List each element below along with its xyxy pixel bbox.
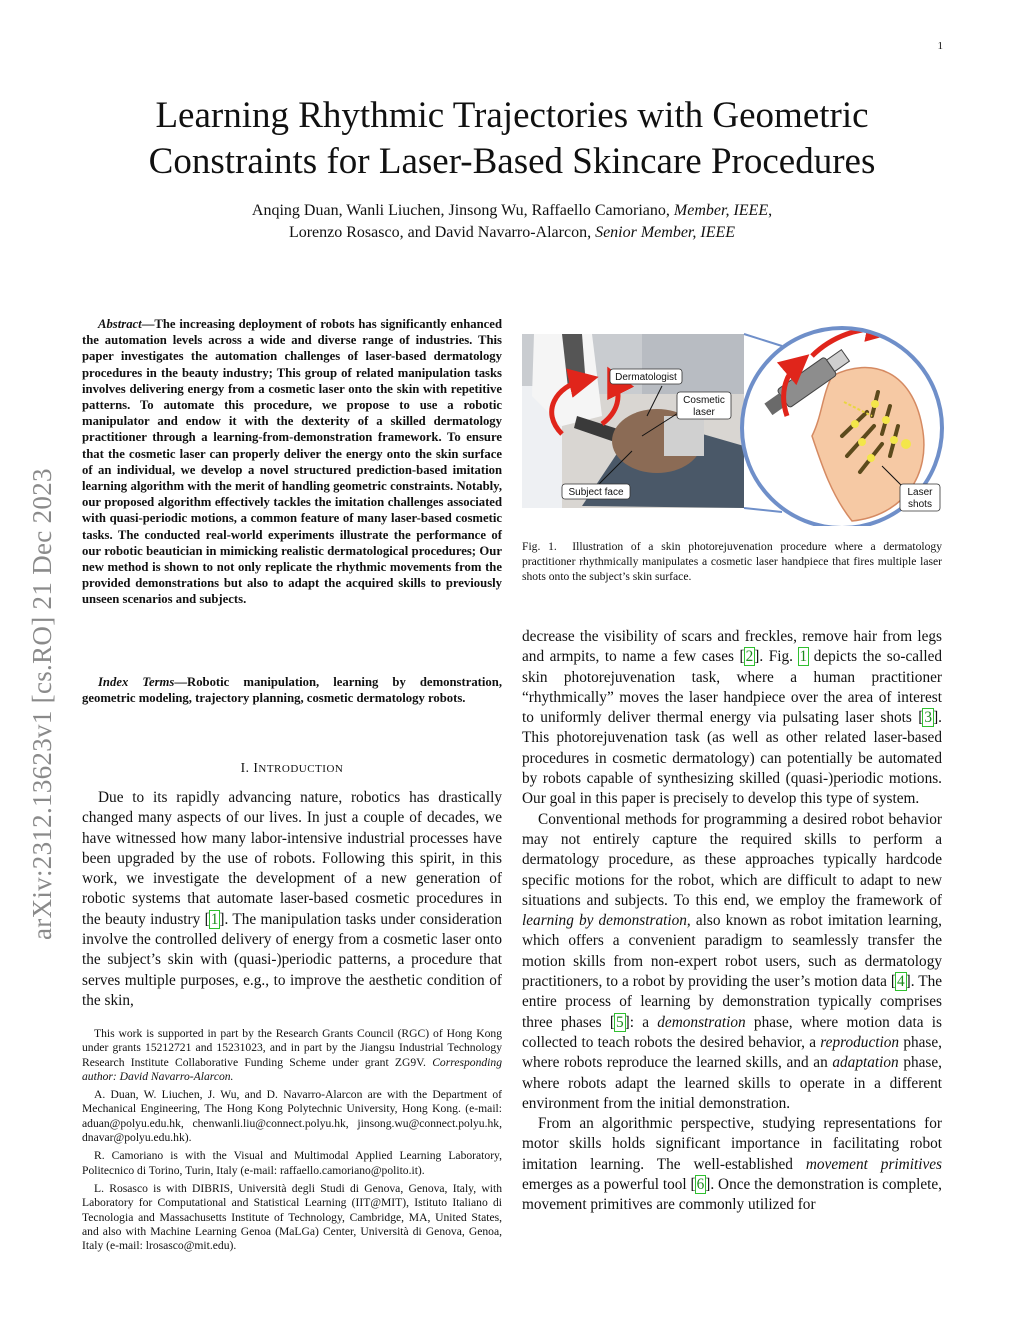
- author-list: [0, 200, 1024, 244]
- caption-text: Illustration of a skin photorejuvenation procedure where a dermatology practitioner rhythmically manipulates a cosmetic laser handpiece that fires multiple laser shots onto the subject’s skin surface.: [522, 540, 942, 583]
- citation-link[interactable]: 5: [615, 1013, 624, 1031]
- figure-reference-link[interactable]: 1: [799, 648, 808, 666]
- citation-link[interactable]: 1: [210, 910, 219, 928]
- p2-text-d: : a: [629, 1013, 658, 1031]
- citation-link[interactable]: 6: [696, 1176, 705, 1194]
- authors-line-1: [0, 200, 1024, 222]
- footnote-affiliation-genova: L. Rosasco is with DIBRIS, Università degli Studi di Genova, Genova, Italy, with Laboratory for Computational and Statistical Learning (IIT@MIT), Istituto Italiano di Tecnologia and Massachusetts Institute of Technology, Cambridge, MA, United States, and also with Machine Learning Genoa (MaLGa) Center, Università di Genova, Genoa, Italy (e-mail: lrosasco@mit.edu).: [82, 1181, 502, 1253]
- index-terms: [82, 674, 502, 706]
- intro-text-2: . The manipulation tasks under consideration involve the controlled delivery of energy from a cosmetic laser onto the subject’s skin with (quasi-)periodic patterns, a procedure that serves multiple purposes, e.g., to improve the aesthetic condition of the skin,: [82, 910, 502, 1009]
- authors-names-2: Lorenzo Rosasco, and David Navarro-Alarcon,: [288, 224, 592, 241]
- caption-label: Fig. 1.: [522, 540, 557, 553]
- index-terms-label: Index Terms: [98, 675, 175, 689]
- p1-text-a: decrease the visibility of scars and freckles, remove hair from legs and armpits, to name a few cases: [522, 628, 942, 666]
- authors-role-1: Member, IEEE: [673, 202, 769, 219]
- paragraph-algorithmic-perspective: From an algorithmic perspective, studying representations for motor skills holds significant importance in facilitating robot imitation learning. The well-established movement primitives emerges as a powerful tool [6]. Once the demonstration is complete, movement primitives are commonly utilized for: [522, 1115, 942, 1214]
- p3-italic-movement-primitives: movement primitives: [805, 1155, 942, 1173]
- p1-text-b: . Fig.: [759, 648, 799, 666]
- zoom-connector-top: [744, 334, 782, 346]
- p2-text-a: Conventional methods for programming a desired robot behavior may not entirely capture the required skills to perform a dermatology procedure, as these approaches typically hardcode specific motions for the robot, which are difficult to adapt to new situations and subjects. To this end, we employ the framework of: [522, 810, 942, 909]
- abstract: [82, 316, 502, 608]
- photo-panel: [522, 334, 744, 508]
- footnotes: [82, 1027, 502, 1257]
- label-laser: laser: [693, 407, 715, 418]
- citation-link[interactable]: 4: [897, 973, 905, 991]
- footnote-affiliation-polito: R. Camoriano is with the Visual and Multimodal Applied Learning Laboratory, Politecnico di Torino, Turin, Italy (e-mail: raffaello.camoriano@polito.it).: [82, 1149, 502, 1177]
- p2-italic-lbd: learning by demonstration: [522, 912, 687, 930]
- abstract-label: Abstract: [98, 317, 142, 331]
- p1-text-c: depicts the so-called skin photorejuvenation task, where a human practitioner “rhythmically” moves the laser handpiece over the area of interest to uniformly deliver thermal energy via pulsating laser shots: [522, 648, 943, 727]
- p2-text-e: phase, where motion data is collected to teach robots the desired behavior, a: [522, 1013, 942, 1051]
- paragraph-conventional-methods: Conventional methods for programming a desired robot behavior may not entirely capture the required skills to perform a dermatology procedure, as these approaches typically hardcode specific motions for the robot, which are difficult to adapt to new situations and subjects. To this end, we employ the framework of learning by demonstration, also known as robot imitation learning, which offers a convenient paradigm to seamlessly transfer the motion skills from non-expert robot users, such as dermatology practitioners, to a robot by providing the user’s motion data [4]. The entire process of learning by demonstration typically comprises three phases [5]: a demonstration phase, where motion data is collected to teach robots the desired behavior, a reproduction phase, where robots reproduce the learned skills, and an adaptation phase, where robots adapt the learned skills to operate in a different environment from the initial demonstration.: [522, 810, 943, 1112]
- label-subject-face: Subject face: [568, 487, 624, 498]
- citation-link[interactable]: 3: [924, 709, 933, 727]
- p2-italic-demonstration: demonstration: [657, 1013, 746, 1031]
- label-laser-shots-2: shots: [908, 499, 932, 510]
- right-column-body: [522, 627, 942, 1216]
- section-number: I.: [240, 760, 250, 775]
- footnote-corresponding-author: Corresponding author: David Navarro-Alarcon.: [82, 1055, 502, 1083]
- figure-1-illustration: [522, 316, 946, 526]
- authors-end-1: ,: [768, 202, 773, 219]
- footnote-affiliation-polyu: A. Duan, W. Liuchen, J. Wu, and D. Navarro-Alarcon are with the Department of Mechanical Engineering, The Hong Kong Polytechnic University, Hong Kong. (e-mail: aduan@polyu.edu.hk, chenwanli.liu@connect.polyu.hk, jinsong.wu@connect.polyu.hk, dnavar@polyu.edu.hk).: [82, 1088, 502, 1145]
- authors-role-2: Senior Member, IEEE: [595, 224, 736, 241]
- citation-link[interactable]: 2: [745, 648, 754, 666]
- p3-text-b: emerges as a powerful tool: [522, 1176, 691, 1194]
- section-title-rest: NTRODUCTION: [258, 763, 344, 775]
- p2-italic-adaptation: adaptation: [832, 1054, 899, 1072]
- p2-text-b: , also known as robot imitation learning, which offers a convenient paradigm to seamlessly transfer the motion skills from non-expert robot users, such as dermatology practitioners, to a robot by providing the user’s motion data: [522, 912, 942, 991]
- authors-names-1: Anqing Duan, Wanli Liuchen, Jinsong Wu, Raffaello Camoriano,: [251, 202, 670, 219]
- zoom-connector-bottom: [744, 508, 782, 512]
- label-dermatologist: Dermatologist: [615, 372, 677, 383]
- p2-text-c: . The entire process of learning by demonstration typically comprises three phases: [522, 973, 943, 1031]
- title-line-1: Learning Rhythmic Trajectories with Geometric: [155, 95, 869, 136]
- section-first-letter: I: [253, 760, 259, 775]
- intro-text-1: Due to its rapidly advancing nature, robotics has drastically changed many aspects of our lives. In just a couple of decades, we have witnessed how many labor-intensive industrial processes have been upgraded by the use of robots. Following this spirit, in this work, we investigate the development of a new generation of robotic systems that automate laser-based cosmetic procedures in the beauty industry: [82, 789, 502, 928]
- p3-text-a: From an algorithmic perspective, studying representations for motor skills holds significant importance in facilitating robot imitation learning. The well-established: [522, 1115, 942, 1173]
- index-terms-text: —Robotic manipulation, learning by demonstration, geometric modeling, trajectory planning, cosmetic dermatology robots.: [82, 675, 502, 706]
- footnote-funding: [82, 1027, 502, 1084]
- title-line-2: Constraints for Laser-Based Skincare Procedures: [148, 141, 876, 182]
- figure-caption: [522, 539, 942, 584]
- label-laser-shots-1: Laser: [907, 487, 933, 498]
- section-heading-introduction: [82, 760, 502, 776]
- page-number: 1: [937, 40, 943, 52]
- p1-text-d: . This photorejuvenation task (as well as other related laser-based procedures in cosmetic dermatology) can potentially be automated by robots capable of synthesizing skilled (quasi-)periodic motions. Our goal in this paper is precisely to develop this type of system.: [522, 709, 942, 808]
- footnote-funding-text: This work is supported in part by the Research Grants Council (RGC) of Hong Kong under grants 15212721 and 15231023, and in part by the Jiangsu Industrial Technology Research Institute Collaborative Funding Scheme under grant ZG9V.: [82, 1027, 502, 1069]
- paper-title: [0, 93, 1024, 185]
- face-blur-box: [664, 416, 704, 456]
- abstract-text: —The increasing deployment of robots has significantly enhanced the automation levels across a wide and diverse range of industries. This paper investigates the automation challenges of laser-based dermatology procedures in the beauty industry; This group of related manipulation tasks involves delivering energy from a cosmetic laser onto the skin with repetitive patterns. To automate this procedure, we propose to use a robotic manipulator and endow it with the dexterity of a skilled dermatology practitioner through a learning-from-demonstration framework. To ensure that the cosmetic laser can properly deliver the energy onto the skin surface of an individual, we develop a novel structured prediction-based imitation learning algorithm with the merit of handling geometric constraints. Notably, our proposed algorithm effectively tackles the imitation challenges associated with quasi-periodic motions, a common feature of many laser-based cosmetic tasks. The conducted real-world experiments illustrate the performance of our robotic beautician in mimicking realistic dermatological procedures; Our new method is shown to not only replicate the rhythmic movements from the provided demonstrations but also to adapt the acquired skills to previously unseen scenarios and subjects.: [82, 317, 502, 607]
- introduction-paragraph: Due to its rapidly advancing nature, robotics has drastically changed many aspects of our lives. In just a couple of decades, we have witnessed how many labor-intensive industrial processes have been upgraded by the use of robots. Following this spirit, in this work, we investigate the development of a new generation of robotic systems that automate laser-based cosmetic procedures in the beauty industry [1]. The manipulation tasks under consideration involve the controlled delivery of energy from a cosmetic laser onto the subject’s skin with (quasi-)periodic patterns, a procedure that serves multiple purposes, e.g., to improve the aesthetic condition of the skin,: [82, 789, 502, 1009]
- p2-italic-reproduction: reproduction: [820, 1033, 900, 1051]
- p2-text-g: phase, where robots adapt the learned skills to operate in a different environment from the initial demonstration.: [522, 1054, 942, 1112]
- paragraph-continued: decrease the visibility of scars and freckles, remove hair from legs and armpits, to name a few cases [2]. Fig. 1 depicts the so-called skin photorejuvenation task, where a human practitioner “rhythmically” moves the laser handpiece over the area of interest to uniformly deliver thermal energy via pulsating laser shots [3]. This photorejuvenation task (as well as other related laser-based procedures in cosmetic dermatology) can potentially be automated by robots capable of synthesizing skilled (quasi-)periodic motions. Our goal in this paper is precisely to develop this type of system.: [522, 628, 943, 808]
- label-cosmetic: Cosmetic: [683, 395, 725, 406]
- p2-text-f: phase, where robots reproduce the learned skills, and an: [522, 1033, 942, 1072]
- p3-text-c: . Once the demonstration is complete, movement primitives are commonly utilized for: [522, 1176, 942, 1214]
- authors-line-2: [0, 222, 1024, 244]
- arxiv-identifier[interactable]: arXiv:2312.13623v1 [cs.RO] 21 Dec 2023: [27, 468, 57, 940]
